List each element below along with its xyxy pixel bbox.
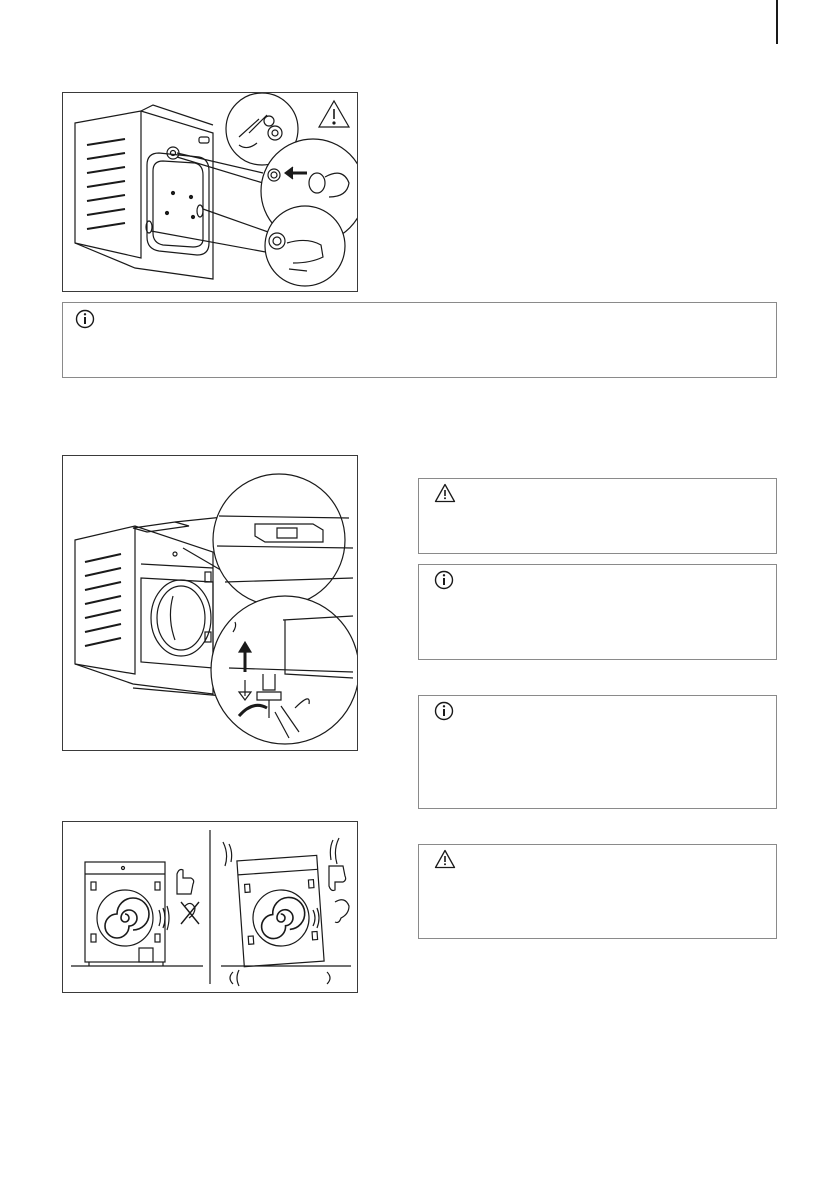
- remove-transit-bolts-figure: [62, 92, 358, 292]
- warning-icon: [434, 483, 456, 503]
- info-note-2: [418, 564, 777, 660]
- info-icon: [434, 570, 454, 590]
- leveling-figure: [62, 455, 358, 751]
- info-icon: [75, 309, 95, 329]
- page-edge-marker: [776, 0, 778, 44]
- info-note-1: [62, 302, 777, 378]
- vibration-comparison-figure: [62, 821, 358, 993]
- warning-icon: [434, 849, 456, 869]
- warning-note-1: [418, 478, 777, 554]
- info-icon: [434, 701, 454, 721]
- info-note-3: [418, 695, 777, 809]
- warning-note-2: [418, 844, 777, 939]
